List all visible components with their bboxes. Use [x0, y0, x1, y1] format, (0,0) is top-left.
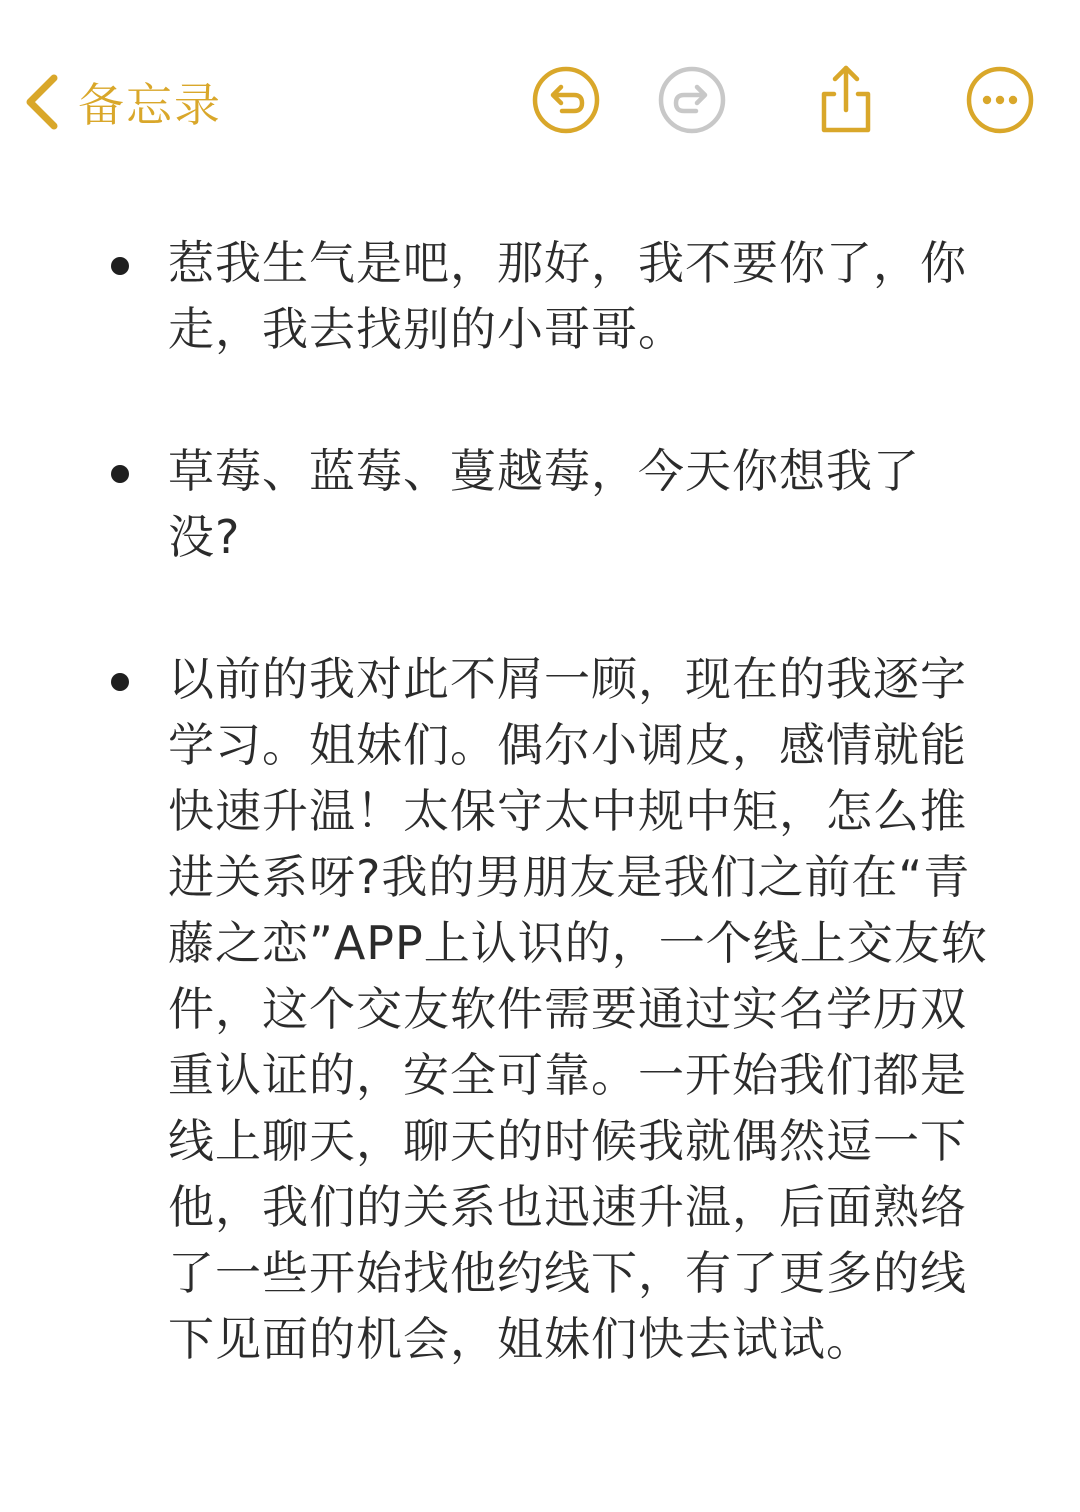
back-button[interactable]: [20, 62, 222, 142]
list-item: [0, 438, 988, 570]
list-item-text: 草莓、蓝莓、蔓越莓，今天你想我了没?: [168, 444, 920, 564]
note-body[interactable]: [0, 230, 1080, 1448]
list-item-text: 以前的我对此不屑一顾，现在的我逐字学习。姐妹们。偶尔小调皮，感情就能快速升温！太保守太中规中矩，怎么推进关系呀?我的男朋友是我们之前在“青藤之恋”APP上认识的，一个线上交友软件，这个交友软件需要通过实名学历双重认证的，安全可靠。一开始我们都是线上聊天，聊天的时候我就偶然逗一下他，我们的关系也迅速升温，后面熟络了一些开始找他约线下，有了更多的线下见面的机会，姐妹们快去试试。: [168, 652, 988, 1366]
undo-icon[interactable]: [530, 64, 602, 136]
back-label: 备忘录: [78, 78, 222, 132]
chevron-left-icon: [20, 72, 64, 132]
navigation-bar: [0, 0, 1080, 200]
bullet-dot: [111, 465, 129, 483]
bullet-dot: [111, 673, 129, 691]
list-item-text: 惹我生气是吧，那好，我不要你了，你走，我去找别的小哥哥。: [168, 236, 967, 356]
redo-icon[interactable]: [656, 64, 728, 136]
more-icon[interactable]: [964, 64, 1036, 136]
bullet-dot: [111, 257, 129, 275]
list-item: [0, 230, 988, 362]
share-icon[interactable]: [810, 64, 882, 136]
list-item: [0, 646, 988, 1372]
